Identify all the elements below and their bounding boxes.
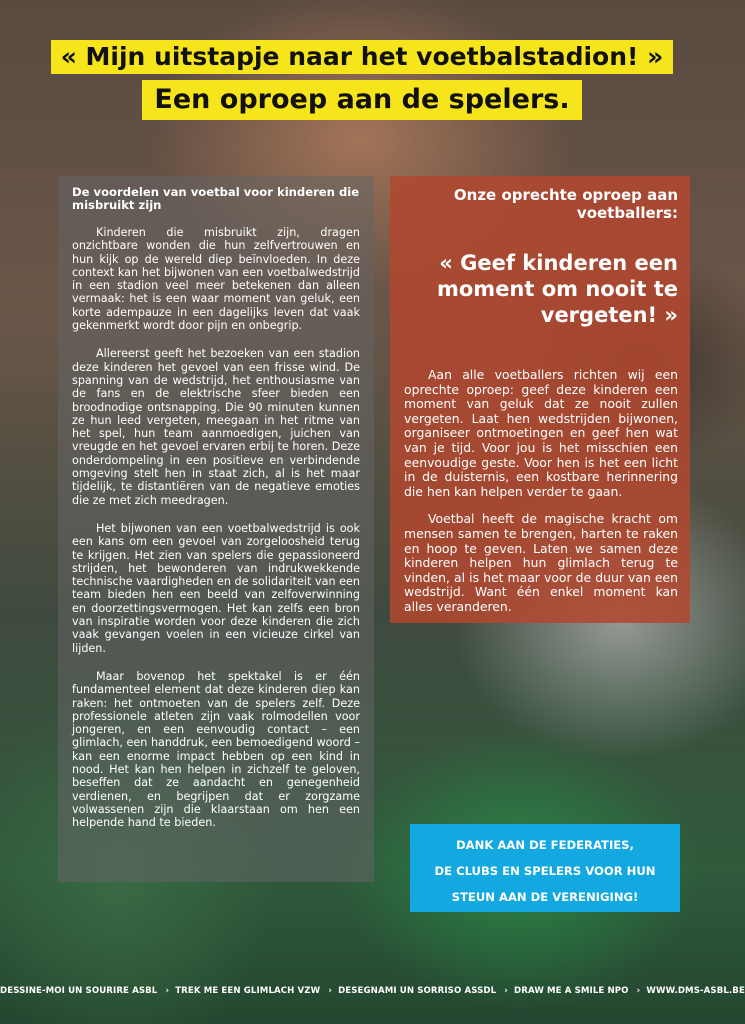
benefits-paragraph: Het bijwonen van een voetbalwedstrijd is ook een kans om een gevoel van zorgeloosheid terug te krijgen. Het zien van spelers die gepassioneerd strijden, het bewonderen van indrukwekkende technische vaardigheden en de solidariteit van een team bieden hen een beeld van zelfoverwinning en doorzettingsvermogen. Het kan zelfs een bron van inspiratie worden voor deze kinderen die zich vaak gevangen voelen in een vicieuze cirkel van lijden. — [72, 521, 360, 655]
benefits-paragraph: Allereerst geeft het bezoeken van een stadion deze kinderen het gevoel van een frisse wind. De spanning van de wedstrijd, het enthousiasme van de fans en de elektrische sfeer bieden een broodnodige ontsnapping. Die 90 minuten kunnen ze hun leed vergeten, meegaan in het ritme van het spel, hun team aanmoedigen, juichen van vreugde en het gevoel ervaren erbij te horen. Deze onderdompeling in een positieve en verbindende omgeving stelt hen in staat zich, al is het maar tijdelijk, te distantiëren van de negatieve emoties die ze met zich meedragen. — [72, 347, 360, 507]
benefits-column — [58, 176, 374, 882]
thanks-line: DANK AAN DE FEDERATIES, — [456, 838, 634, 852]
footer-separator-icon: › — [504, 986, 508, 996]
footer-item: TREK ME EEN GLIMLACH VZW — [175, 986, 321, 996]
appeal-quote: « Geef kinderen een moment om nooit te vergeten! » — [437, 251, 678, 327]
footer-separator-icon: › — [328, 986, 332, 996]
footer-item: DRAW ME A SMILE NPO — [514, 986, 629, 996]
appeal-paragraph: Voetbal heeft de magische kracht om mensen samen te brengen, harten te raken en hoop te geven. Laten we samen deze kinderen helpen hun glimlach terug te vinden, al is het maar voor de duur van een wedstrijd. Want één enkel moment kan alles veranderen. — [404, 511, 678, 614]
footer-separator-icon: › — [636, 986, 641, 996]
benefits-heading: De voordelen van voetbal voor kinderen die misbruikt zijn — [72, 185, 360, 212]
benefits-paragraph: Maar bovenop het spektakel is er één fundamenteel element dat deze kinderen diep kan raken: het ontmoeten van de spelers zelf. Deze professionele atleten zijn vaak rolmodellen voor jongeren, en een eenvoudig contact – een glimlach, een handdruk, een bemoedigend woord – kan een enorme impact hebben op een kind in nood. Het kan hen helpen in zichzelf te geloven, beseffen dat ze aandacht en genegenheid verdienen, en begrijpen dat er zorgzame volwassenen zijn die klaarstaan om hen een helpende hand te bieden. — [72, 669, 360, 830]
footer-link[interactable]: WWW.DMS-ASBL.BE — [646, 986, 745, 996]
footer-item: DESSINE-MOI UN SOURIRE ASBL — [0, 986, 158, 996]
thanks-line: DE CLUBS EN SPELERS VOOR HUN — [434, 864, 656, 878]
page-title: « Mijn uitstapje naar het voetbalstadion! » — [51, 40, 674, 74]
footer — [0, 986, 745, 996]
footer-separator-icon: › — [165, 986, 170, 996]
appeal-panel — [390, 176, 690, 623]
title-block — [0, 40, 724, 120]
benefits-paragraph: Kinderen die misbruikt zijn, dragen onzichtbare wonden die hun zelfvertrouwen en hun kijk op de wereld diep beïnvloeden. In deze context kan het bijwonen van een voetbalwedstrijd in een stadion veel meer betekenen dan alleen vermaak: het is een waar moment van geluk, een korte adempauze in een dagelijks leven dat vaak gekenmerkt wordt door pijn en onbegrip. — [72, 226, 360, 333]
page-subtitle: Een oproep aan de spelers. — [142, 80, 581, 120]
footer-item: DESEGNAMI UN SORRISO ASSDL — [338, 986, 497, 996]
appeal-paragraph: Aan alle voetballers richten wij een oprechte oproep: geef deze kinderen een moment van geluk dat ze nooit zullen vergeten. Laat hen wedstrijden bijwonen, organiseer ontmoetingen en geef hen wat van je tijd. Voor jou is het misschien een eenvoudige geste. Voor hen is het een licht in de duisternis, een kostbare herinnering die hen kan helpen verder te gaan. — [404, 367, 678, 499]
thanks-line: STEUN AAN DE VERENIGING! — [451, 890, 639, 904]
thanks-box — [410, 824, 680, 912]
appeal-heading: Onze oprechte oproep aan voetballers: — [453, 186, 678, 222]
